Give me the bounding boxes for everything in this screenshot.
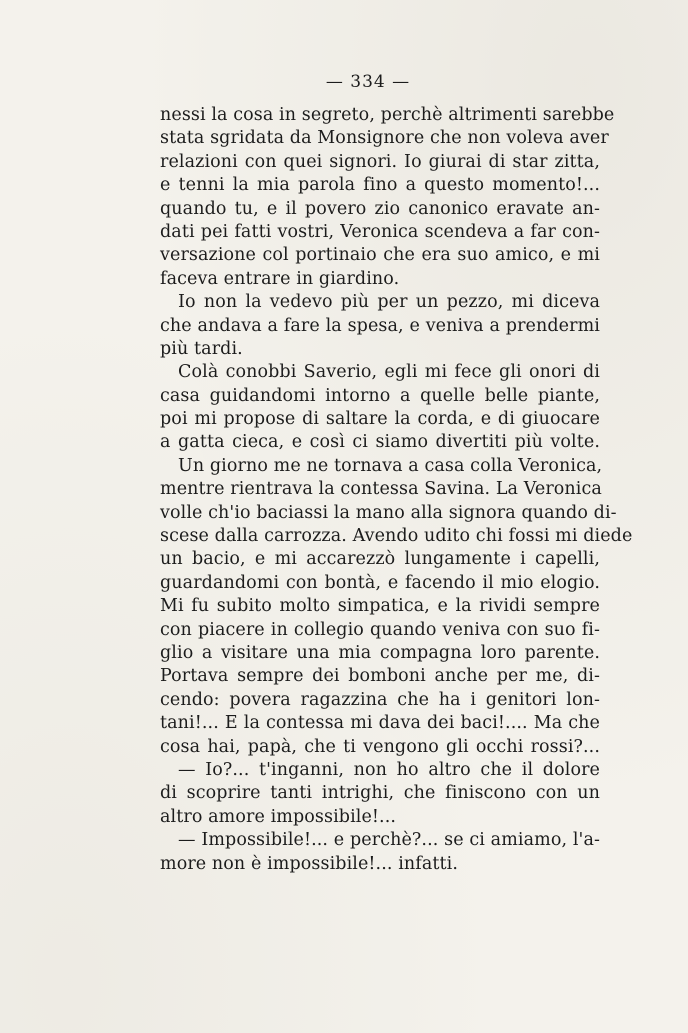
text-line: a gatta cieca, e così ci siamo divertiti più volte. xyxy=(160,432,600,453)
text-line: versazione col portinaio che era suo amico, e mi xyxy=(160,245,600,266)
text-line: stata sgridata da Monsignore che non voleva aver xyxy=(160,128,609,149)
text-line: che andava a fare la spesa, e veniva a prendermi xyxy=(160,315,600,336)
text-line: Colà conobbi Saverio, egli mi fece gli onori di xyxy=(178,362,600,383)
text-line: relazioni con quei signori. Io giurai di star zitta, xyxy=(160,151,600,172)
text-line: mentre rientrava la contessa Savina. La Veronica xyxy=(160,479,602,500)
text-line: volle ch'io baciassi la mano alla signora quando di- xyxy=(160,502,617,523)
text-line: tani!... E la contessa mi dava dei baci!.... Ma che xyxy=(160,713,600,734)
text-line: guardandomi con bontà, e facendo il mio elogio. xyxy=(160,572,600,593)
text-line: casa guidandomi intorno a quelle belle piante, xyxy=(160,385,600,406)
text-line: — Impossibile!... e perchè?... se ci amiamo, l'a- xyxy=(178,830,600,851)
text-line: nessi la cosa in segreto, perchè altrimenti sarebbe xyxy=(160,105,615,125)
text-line: di scoprire tanti intrighi, che finiscono con un xyxy=(160,783,600,804)
text-line: more non è impossibile!... infatti. xyxy=(160,853,459,874)
text-line: Un giorno me ne tornava a casa colla Veronica, xyxy=(178,455,603,476)
text-line: dati pei fatti vostri, Veronica scendeva a far con- xyxy=(160,221,600,242)
text-line: quando tu, e il povero zio canonico eravate an- xyxy=(160,198,600,219)
text-line: glio a visitare una mia compagna loro parente. xyxy=(160,642,600,663)
text-line: Portava sempre dei bomboni anche per me, di- xyxy=(160,666,600,687)
body-text xyxy=(160,104,633,876)
text-line: faceva entrare in giardino. xyxy=(160,268,400,289)
text-line: poi mi propose di saltare la corda, e di giuocare xyxy=(160,409,600,430)
text-line: altro amore impossibile!... xyxy=(160,806,397,827)
text-line: cosa hai, papà, che ti vengono gli occhi rossi?... xyxy=(160,736,600,757)
text-line: Mi fu subito molto simpatica, e la rividi sempre xyxy=(160,596,600,617)
text-line: un bacio, e mi accarezzò lungamente i capelli, xyxy=(160,549,600,570)
page-number: — 334 — xyxy=(325,72,411,92)
text-line: e tenni la mia parola fino a questo momento!... xyxy=(160,175,600,196)
text-line: Io non la vedevo più per un pezzo, mi diceva xyxy=(178,292,600,313)
text-line: cendo: povera ragazzina che ha i genitori lon- xyxy=(160,689,600,710)
text-line: con piacere in collegio quando veniva con suo fi- xyxy=(160,619,600,640)
text-line: più tardi. xyxy=(160,338,243,359)
text-line: — Io?... t'inganni, non ho altro che il dolore xyxy=(178,759,600,780)
text-line: scese dalla carrozza. Avendo udito chi fossi mi diede xyxy=(160,526,633,547)
